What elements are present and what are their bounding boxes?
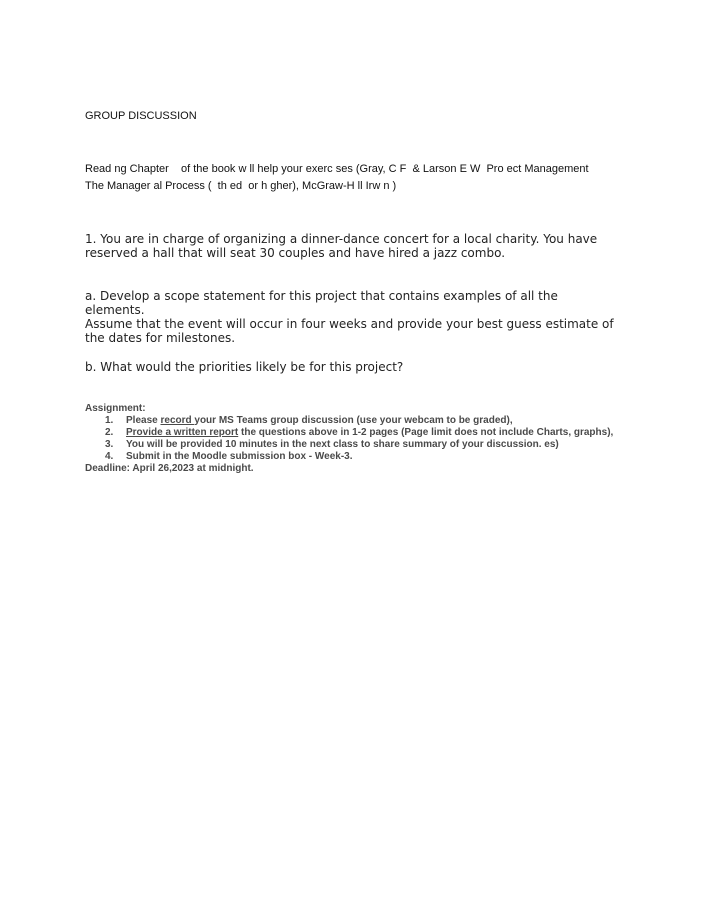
question-a [85,289,645,345]
assignment-item-number: 2. [105,427,114,438]
question-a-line-1: a. Develop a scope statement for this project that contains examples of all the [85,289,558,303]
question-1 [85,232,645,260]
assignment-item-text: the questions above in 1-2 pages (Page limit does not include Charts, graphs), [238,427,614,438]
deadline-text: Deadline: April 26,2023 at midnight. [85,463,254,474]
question-1-line-1: 1. You are in charge of organizing a dinner-dance concert for a local charity. You have [85,232,598,246]
assignment-item [105,439,625,451]
assignment-item [105,451,625,463]
assignment-item-text: You will be provided 10 minutes in the next class to share summary of your discussion. es) [126,439,559,450]
question-a-line-2: elements. [85,303,145,317]
reading-instruction [85,161,645,195]
reading-line-1: Read ng Chapter of the book w ll help your exerc ses (Gray, C F & Larson E W Pro ect Management [85,163,589,175]
assignment-item-number: 3. [105,439,114,450]
assignment-item-text: your MS Teams group discussion (use your webcam to be graded), [194,415,513,426]
record-link[interactable]: record [160,415,195,426]
assignment-item-number: 1. [105,415,114,426]
assignment-item-number: 4. [105,451,114,462]
question-a-line-3: Assume that the event will occur in four weeks and provide your best guess estimate of [85,317,614,331]
assignment-item-text: Submit in the Moodle submission box - Week-3. [126,451,353,462]
question-1-line-2: reserved a hall that will seat 30 couples and have hired a jazz combo. [85,246,506,260]
assignment-label: Assignment: [85,403,146,414]
question-b: b. What would the priorities likely be for this project? [85,360,404,374]
question-a-line-4: the dates for milestones. [85,331,236,345]
assignment-section [85,403,625,475]
assignment-list [85,415,625,463]
assignment-item [105,427,625,439]
assignment-item [105,415,625,427]
reading-line-2: The Manager al Process ( th ed or h gher), McGraw-H ll Irw n ) [85,180,397,192]
page-title: GROUP DISCUSSION [85,110,197,122]
assignment-item-text: Please [126,415,161,426]
written-report-link[interactable]: Provide a written report [126,427,239,438]
